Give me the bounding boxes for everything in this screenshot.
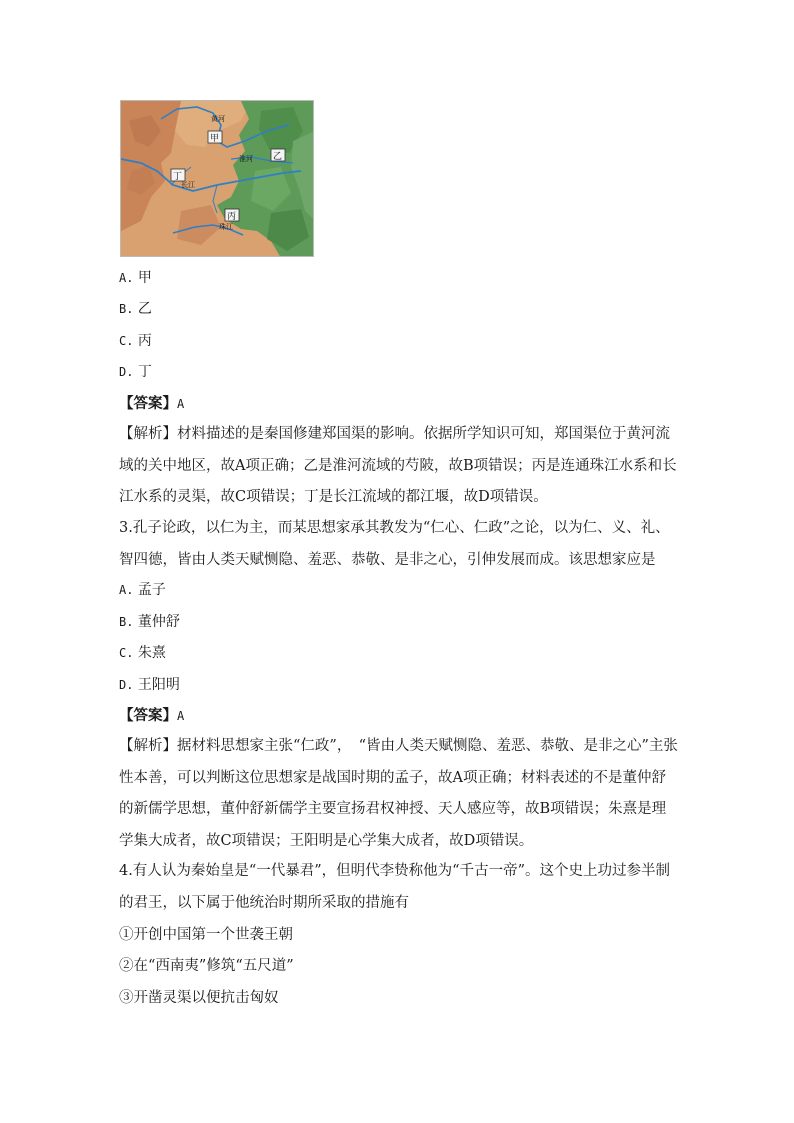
q3-option-c [119,643,166,663]
option-text: 董仲舒 [137,614,180,630]
q4-item-2: ②在“西南夷”修筑“五尺道” [119,958,294,974]
q2-option-c [119,331,152,351]
q4-stem: 4.有人认为秦始皇是“一代暴君”，但明代李贽称他为“千古一帝”。这个史上功过参半制的君王，以下属于他统治时期所采取的措施有 [119,863,670,911]
option-text: 朱熹 [137,645,166,661]
label-zhujiang: 珠江 [219,223,233,231]
analysis-tag: 【解析】 [119,738,177,754]
label-huaihe: 淮河 [239,155,253,163]
q2-option-d [119,362,152,382]
option-letter: C. [119,334,134,348]
q3-option-b [119,612,180,632]
option-letter: D. [119,678,134,692]
q4-item-3: ③开凿灵渠以便抗击匈奴 [119,990,279,1006]
label-yi: 乙 [273,152,283,162]
q4-item-1: ①开创中国第一个世袭王朝 [119,927,293,943]
label-jia: 甲 [210,134,220,144]
q3-option-a [119,580,166,600]
china-river-map [120,100,314,257]
answer-tag: 【答案】 [119,395,177,412]
q2-answer [119,394,184,414]
option-text: 孟子 [137,582,166,598]
option-letter: C. [119,646,134,660]
label-ding: 丁 [173,172,183,182]
answer-value: A [177,397,185,411]
option-text: 乙 [137,301,152,317]
option-text: 丁 [137,364,152,380]
map-image [121,101,314,257]
option-text: 王阳明 [137,677,180,693]
option-letter: B. [119,615,134,629]
answer-value: A [177,709,185,723]
answer-tag: 【答案】 [119,707,177,724]
analysis-tag: 【解析】 [119,426,177,442]
option-letter: A. [119,271,134,285]
label-changjiang: 长江 [181,181,195,189]
q3-analysis [119,731,679,857]
analysis-text: 材料描述的是秦国修建郑国渠的影响。依据所学知识可知，郑国渠位于黄河流域的关中地区，故A项正确；乙是淮河流域的芍陂，故B项错误；丙是连通珠江水系和长江水系的灵渠，故C项错误；丁是长江流域的都江堰，故D项错误。 [119,426,677,505]
option-text: 甲 [137,270,152,286]
label-bing: 丙 [227,212,237,222]
option-text: 丙 [137,333,152,349]
analysis-text: 据材料思想家主张“仁政”， “皆由人类天赋恻隐、羞恶、恭敬、是非之心”主张性本善，可以判断这位思想家是战国时期的孟子，故A项正确；材料表述的不是董仲舒的新儒学思想，董仲舒新儒学主要宣扬君权神授、天人感应等，故B项错误；朱熹是理学集大成者，故C项错误；王阳明是心学集大成者，故D项错误。 [119,738,678,849]
q3-stem: 3.孔子论政，以仁为主，而某思想家承其教发为“仁心、仁政”之论，以为仁、义、礼、智四德，皆由人类天赋恻隐、羞恶、恭敬、是非之心，引伸发展而成。该思想家应是 [119,520,670,568]
q3-answer [119,706,184,726]
label-huanghe: 黄河 [211,115,225,123]
option-letter: B. [119,302,134,316]
option-letter: A. [119,583,134,597]
q2-option-a [119,268,152,288]
q2-option-b [119,299,152,319]
option-letter: D. [119,365,134,379]
q2-analysis [119,419,679,514]
q3-option-d [119,675,180,695]
